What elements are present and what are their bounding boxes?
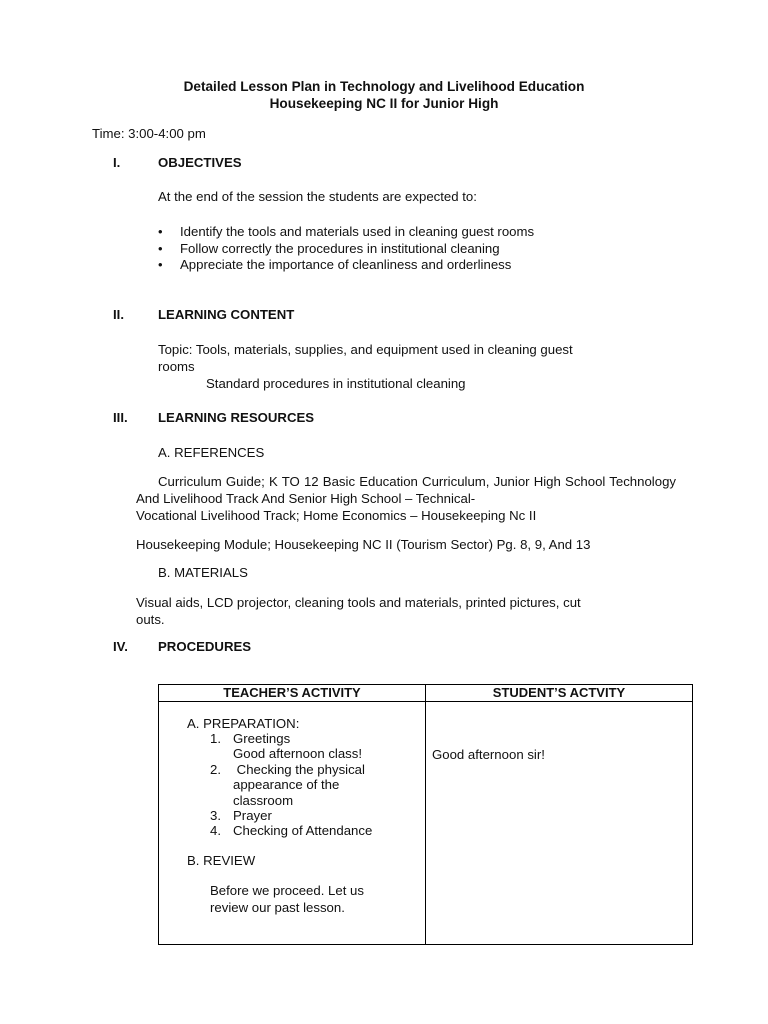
step-attendance: Checking of Attendance xyxy=(233,823,373,838)
references-paragraph xyxy=(136,473,676,524)
procedures-number: IV. xyxy=(113,639,128,654)
learning-resources-heading: LEARNING RESOURCES xyxy=(158,410,315,425)
objectives-number: I. xyxy=(113,155,121,170)
materials-paragraph xyxy=(136,594,676,628)
document-title-line1: Detailed Lesson Plan in Technology and Livelihood Education xyxy=(183,79,585,94)
objective-item: • Identify the tools and materials used in cleaning guest rooms xyxy=(158,224,534,241)
step-number: 1. xyxy=(210,731,221,746)
topic-line-1: Topic: Tools, materials, supplies, and equipment used in cleaning guest xyxy=(158,342,573,357)
step-number: 4. xyxy=(210,823,221,838)
document-title-line2: Housekeeping NC II for Junior High xyxy=(269,96,499,111)
module-reference: Housekeeping Module; Housekeeping NC II (Tourism Sector) Pg. 8, 9, And 13 xyxy=(136,537,591,552)
student-activity-header: STUDENT’S ACTVITY xyxy=(426,685,693,702)
topic-line-3: Standard procedures in institutional cleaning xyxy=(206,376,466,391)
topic-line-2: rooms xyxy=(158,359,195,374)
objectives-heading: OBJECTIVES xyxy=(158,155,242,170)
references-text: Curriculum Guide; K TO 12 Basic Education Curriculum, Junior High School Technology And Livelihood Track And Senior High School – Technical- xyxy=(136,474,676,506)
learning-content-heading: LEARNING CONTENT xyxy=(158,307,295,322)
step-number: 3. xyxy=(210,808,221,823)
objective-item: • Appreciate the importance of cleanliness and orderliness xyxy=(158,257,534,274)
review-text: Before we proceed. Let us xyxy=(210,883,364,898)
step-greetings: Greetings xyxy=(233,731,291,746)
preparation-heading: A. PREPARATION: xyxy=(187,716,300,731)
step-physical-check-line1: Checking the physical xyxy=(233,762,365,777)
materials-text: Visual aids, LCD projector, cleaning tools and materials, printed pictures, cut xyxy=(136,595,581,610)
step-greetings-detail: Good afternoon class! xyxy=(233,746,363,761)
materials-text-last: outs. xyxy=(136,612,165,627)
review-text-last: review our past lesson. xyxy=(210,900,345,915)
teacher-activity-cell xyxy=(159,702,426,945)
procedures-table xyxy=(158,684,693,945)
step-physical-check-line2: appearance of the xyxy=(233,777,340,792)
step-prayer: Prayer xyxy=(233,808,272,823)
references-text-last: Vocational Livelihood Track; Home Economics – Housekeeping Nc II xyxy=(136,508,537,523)
objectives-list xyxy=(158,224,534,274)
objective-item: • Follow correctly the procedures in institutional cleaning xyxy=(158,241,534,258)
procedures-heading: PROCEDURES xyxy=(158,639,252,654)
materials-heading: B. MATERIALS xyxy=(158,565,248,580)
learning-content-number: II. xyxy=(113,307,124,322)
review-paragraph xyxy=(210,882,418,916)
session-time: Time: 3:00-4:00 pm xyxy=(92,126,206,141)
step-number: 2. xyxy=(210,762,221,777)
objectives-intro: At the end of the session the students are expected to: xyxy=(158,189,477,204)
review-heading: B. REVIEW xyxy=(187,853,256,868)
references-heading: A. REFERENCES xyxy=(158,445,265,460)
student-response: Good afternoon sir! xyxy=(432,747,545,762)
learning-resources-number: III. xyxy=(113,410,128,425)
step-physical-check-line3: classroom xyxy=(233,793,294,808)
student-activity-cell xyxy=(426,702,693,945)
teacher-activity-header: TEACHER’S ACTIVITY xyxy=(159,685,426,702)
